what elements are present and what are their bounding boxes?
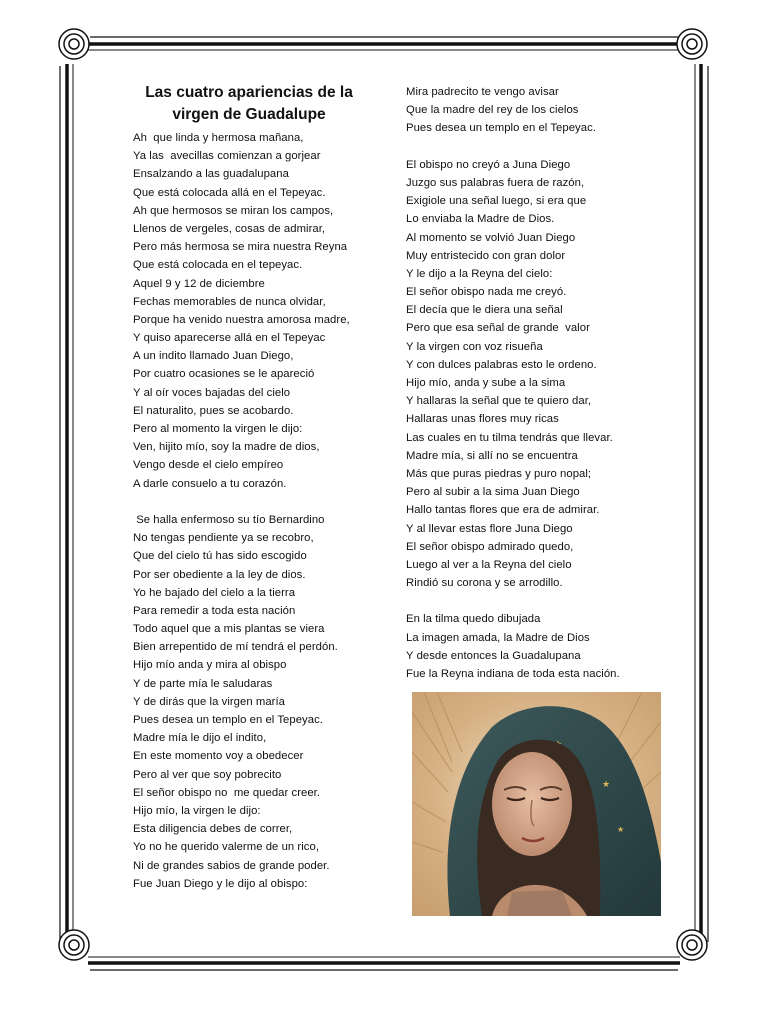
corner-ornament-bottom-left — [59, 930, 89, 960]
poem-line: El señor obispo nada me creyó. — [406, 286, 567, 299]
poem-line: Hijo mío, anda y sube a la sima — [406, 377, 566, 389]
poem-line: Más que puras piedras y puro nopal; — [406, 467, 592, 480]
poem-line: No tengas pendiente ya se recobro, — [133, 532, 314, 545]
poem-line: A un indito llamado Juan Diego, — [133, 350, 294, 363]
stanza-break — [133, 493, 350, 511]
poem-line: Las cuales en tu tilma tendrás que llevar. — [406, 431, 613, 444]
poem-line: Luego al ver a la Reyna del cielo — [406, 558, 572, 571]
poem-line: La imagen amada, la Madre de Dios — [406, 631, 590, 644]
poem-line: Pero al subir a la sima Juan Diego — [406, 486, 580, 499]
poem-line: Ah que linda y hermosa mañana, — [133, 132, 304, 144]
poem-line: Pero que esa señal de grande valor — [406, 322, 590, 335]
corner-ornament-top-right — [677, 29, 707, 59]
svg-text:★: ★ — [617, 825, 625, 834]
poem-line: Pues desea un templo en el Tepeyac. — [406, 122, 596, 135]
poem-line: Y hallaras la señal que te quiero dar, — [406, 395, 592, 408]
stanza-break — [406, 138, 620, 156]
poem-line: Juzgo sus palabras fuera de razón, — [406, 176, 585, 189]
poem-line: El decía que le diera una señal — [406, 304, 563, 317]
poem-line: El señor obispo admirado quedo, — [406, 540, 574, 553]
poem-line: En la tilma quedo dibujada — [406, 613, 541, 626]
poem-line: Y la virgen con voz risueña — [406, 340, 543, 353]
poem-line: Y al oír voces bajadas del cielo — [133, 386, 291, 399]
poem-line: Fue Juan Diego y le dijo al obispo: — [133, 877, 308, 890]
poem-line: Por cuatro ocasiones se le apareció — [133, 368, 315, 381]
poem-line: Y de parte mía le saludaras — [133, 677, 273, 690]
poem-line: Por ser obediente a la ley de dios. — [133, 568, 306, 581]
poem-line: Hallo tantas flores que era de admirar. — [406, 504, 600, 517]
poem-line: Vengo desde el cielo empíreo — [133, 459, 284, 472]
poem-title-line-1: Las cuatro apariencias de la — [145, 84, 353, 101]
poem-line: Fue la Reyna indiana de toda esta nación. — [406, 668, 620, 680]
poem-line: Pero más hermosa se mira nuestra Reyna — [133, 241, 348, 254]
poem-line: Pero al momento la virgen le dijo: — [133, 423, 303, 435]
poem-line: Que del cielo tú has sido escogido — [133, 550, 307, 563]
poem-line: En este momento voy a obedecer — [133, 750, 304, 763]
poem-title — [133, 82, 365, 126]
corner-ornament-bottom-right — [677, 930, 707, 960]
poem-line: Y le dijo a la Reyna del cielo: — [406, 267, 553, 280]
poem-line: Rindió su corona y se arrodillo. — [406, 577, 563, 590]
poem-line: Todo aquel que a mis plantas se viera — [133, 623, 325, 636]
poem-line: Y quiso aparecerse allá en el Tepeyac — [133, 332, 326, 345]
poem-line: Para remedir a toda esta nación — [133, 604, 296, 617]
poem-title-line-2: virgen de Guadalupe — [172, 106, 326, 123]
poem-line: Hallaras unas flores muy ricas — [406, 413, 559, 426]
poem-line: Muy entristecido con gran dolor — [406, 249, 566, 262]
poem-line: El obispo no creyó a Juna Diego — [406, 158, 571, 171]
poem-line: Bien arrepentido de mí tendrá el perdón. — [133, 641, 338, 654]
poem-line: Ni de grandes sabios de grande poder. — [133, 859, 330, 872]
virgin-of-guadalupe-image — [412, 692, 661, 916]
poem-line: El naturalito, pues se acobardo. — [133, 404, 294, 417]
poem-line: Hijo mío anda y mira al obispo — [133, 659, 287, 672]
poem-line: Y con dulces palabras esto le ordeno. — [406, 358, 597, 371]
poem-line: Exigiole una señal luego, si era que — [406, 195, 587, 208]
poem-line: Esta diligencia debes de correr, — [133, 823, 293, 836]
poem-line: Madre mía, si allí no se encuentra — [406, 449, 578, 462]
poem-line: Fechas memorables de nunca olvidar, — [133, 295, 326, 308]
poem-line: Ya las avecillas comienzan a gorjear — [133, 150, 321, 163]
poem-line: Y de dirás que la virgen maría — [133, 695, 285, 708]
stanza-break — [406, 592, 620, 610]
poem-line: Pues desea un templo en el Tepeyac. — [133, 714, 323, 726]
poem-line: Y al llevar estas flore Juna Diego — [406, 522, 573, 535]
poem-line: Que la madre del rey de los cielos — [406, 104, 579, 117]
poem-left-column — [133, 129, 350, 893]
poem-line: Yo he bajado del cielo a la tierra — [133, 586, 296, 599]
poem-line: Aquel 9 y 12 de diciembre — [133, 277, 265, 290]
poem-line: Ah que hermosos se miran los campos, — [133, 204, 334, 217]
poem-line: Llenos de vergeles, cosas de admirar, — [133, 222, 326, 235]
poem-line: Ensalzando a las guadalupana — [133, 168, 289, 181]
poem-line: Y desde entonces la Guadalupana — [406, 649, 581, 662]
poem-line: Pero al ver que soy pobrecito — [133, 768, 282, 781]
poem-line: Porque ha venido nuestra amorosa madre, — [133, 313, 350, 326]
poem-line: El señor obispo no me quedar creer. — [133, 786, 321, 799]
poem-right-column — [406, 83, 620, 683]
corner-ornament-top-left — [59, 29, 89, 59]
poem-line: Yo no he querido valerme de un rico, — [133, 841, 320, 854]
poem-line: Ven, hijito mío, soy la madre de dios, — [133, 441, 320, 454]
poem-line: Al momento se volvió Juan Diego — [406, 231, 576, 244]
poem-line: Mira padrecito te vengo avisar — [406, 86, 559, 98]
svg-text:★: ★ — [602, 780, 611, 790]
poem-line: Que está colocada allá en el Tepeyac. — [133, 186, 326, 199]
poem-line: Hijo mío, la virgen le dijo: — [133, 804, 261, 817]
poem-line: A darle consuelo a tu corazón. — [133, 477, 287, 490]
poem-line: Que está colocada en el tepeyac. — [133, 259, 303, 272]
poem-line: Madre mía le dijo el indito, — [133, 732, 267, 745]
poem-line: Lo enviaba la Madre de Dios. — [406, 213, 555, 226]
poem-line: Se halla enfermoso su tío Bernardino — [133, 513, 325, 526]
